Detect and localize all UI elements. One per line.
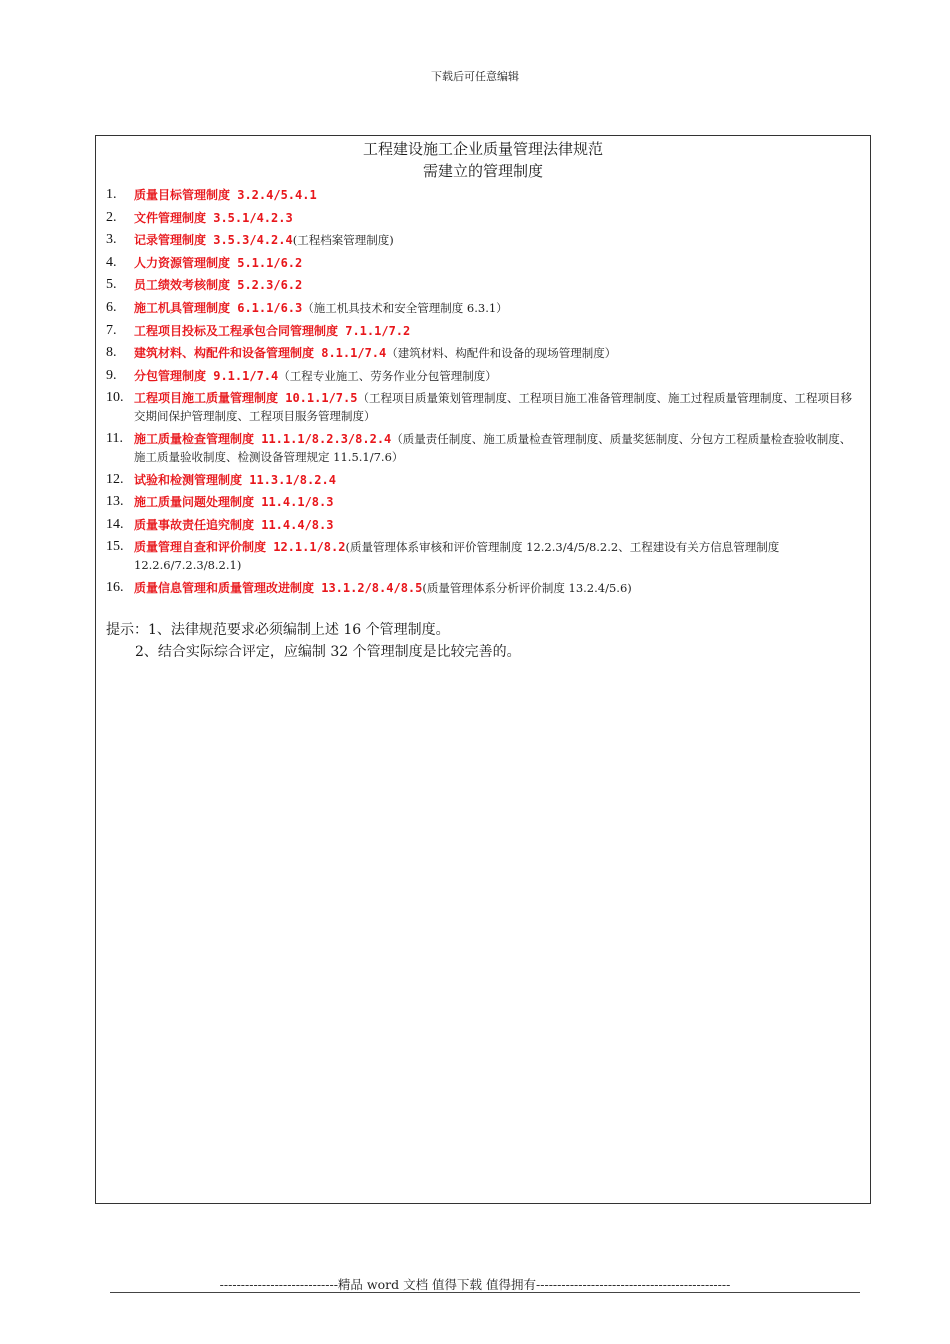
item-number: 9. <box>106 367 117 383</box>
item-title: 工程项目投标及工程承包合同管理制度 7.1.1/7.2 <box>134 323 411 338</box>
item-body <box>134 299 862 317</box>
item-body <box>134 186 862 204</box>
list-item <box>106 493 862 511</box>
list-item <box>106 322 862 340</box>
item-body <box>134 322 862 340</box>
item-number: 5. <box>106 277 117 293</box>
item-title: 人力资源管理制度 5.1.1/6.2 <box>134 255 303 270</box>
item-note: （施工机具技术和安全管理制度 6.3.1） <box>302 300 508 315</box>
header-note: 下载后可任意编辑 <box>431 70 519 83</box>
item-number: 13. <box>106 494 124 510</box>
item-note: (质量管理体系审核和评价管理制度 12.2.3/4/5/8.2.2、工程建设有关方信息管理制度 12.2.6/7.2.3/8.2.1) <box>134 540 780 573</box>
item-number: 15. <box>106 539 124 555</box>
item-body <box>134 389 862 425</box>
list-item <box>106 430 862 466</box>
item-number: 7. <box>106 322 117 338</box>
item-body <box>134 367 862 385</box>
item-title: 建筑材料、构配件和设备管理制度 8.1.1/7.4 <box>134 346 387 361</box>
list-item <box>106 276 862 294</box>
item-body <box>134 254 862 272</box>
item-body <box>134 231 862 249</box>
list-item <box>106 516 862 534</box>
item-body <box>134 471 862 489</box>
item-title: 质量信息管理和质量管理改进制度 13.1.2/8.4/8.5 <box>134 580 423 595</box>
item-title: 工程项目施工质量管理制度 10.1.1/7.5 <box>134 391 358 406</box>
item-title: 分包管理制度 9.1.1/7.4 <box>134 368 279 383</box>
list-item <box>106 186 862 204</box>
title-line-1: 工程建设施工企业质量管理法律规范 <box>362 140 603 158</box>
item-note: (质量管理体系分析评价制度 13.2.4/5.6) <box>422 580 632 595</box>
item-number: 16. <box>106 579 124 595</box>
item-body <box>134 493 862 511</box>
item-title: 质量管理自查和评价制度 12.1.1/8.2 <box>134 540 346 555</box>
item-number: 4. <box>106 254 117 270</box>
footer-text: ----------------------------精品 word 文档 值得下载 值得拥有---------------------------------------------- <box>219 1277 731 1292</box>
item-number: 14. <box>106 516 124 532</box>
tips-section <box>106 619 870 663</box>
item-title: 员工绩效考核制度 5.2.3/6.2 <box>134 278 303 293</box>
item-body <box>134 538 862 574</box>
item-body <box>134 430 862 466</box>
item-number: 11. <box>106 430 123 446</box>
tip-line-2: 2、结合实际综合评定，应编制 32 个管理制度是比较完善的。 <box>135 643 521 660</box>
item-note: （工程项目质量策划管理制度、工程项目施工准备管理制度、施工过程质量管理制度、工程项目移交期间保护管理制度、工程项目服务管理制度） <box>134 391 852 424</box>
item-body <box>134 276 862 294</box>
item-note: （质量责任制度、施工质量检查管理制度、质量奖惩制度、分包方工程质量检查验收制度、施工质量验收制度、检测设备管理规定 11.5.1/7.6） <box>134 431 852 464</box>
item-number: 8. <box>106 345 117 361</box>
list-item <box>106 231 862 249</box>
item-body <box>134 209 862 227</box>
item-title: 文件管理制度 3.5.1/4.2.3 <box>134 210 293 225</box>
list-item <box>106 254 862 272</box>
list-item <box>106 209 862 227</box>
item-title: 施工质量问题处理制度 11.4.1/8.3 <box>134 495 334 510</box>
list-item <box>106 299 862 317</box>
list-item <box>106 538 862 574</box>
list-item <box>106 344 862 362</box>
item-number: 12. <box>106 471 124 487</box>
item-title: 质量事故责任追究制度 11.4.4/8.3 <box>134 517 334 532</box>
tip-line-1: 提示：1、法律规范要求必须编制上述 16 个管理制度。 <box>106 621 450 638</box>
list-item <box>106 367 862 385</box>
item-title: 施工质量检查管理制度 11.1.1/8.2.3/8.2.4 <box>134 431 392 446</box>
item-note: （建筑材料、构配件和设备的现场管理制度） <box>386 346 617 361</box>
item-note: (工程档案管理制度) <box>292 233 394 248</box>
item-title: 记录管理制度 3.5.3/4.2.4 <box>134 233 293 248</box>
list-item <box>106 471 862 489</box>
item-body <box>134 516 862 534</box>
list-item <box>106 389 862 425</box>
item-title: 质量目标管理制度 3.2.4/5.4.1 <box>134 188 317 202</box>
item-title: 施工机具管理制度 6.1.1/6.3 <box>134 300 303 315</box>
item-note: （工程专业施工、劳务作业分包管理制度） <box>278 368 497 383</box>
item-number: 2. <box>106 209 117 225</box>
item-number: 1. <box>106 187 117 202</box>
item-body <box>134 579 862 597</box>
title-line-2: 需建立的管理制度 <box>422 162 543 180</box>
regulation-list <box>96 186 870 597</box>
item-number: 3. <box>106 232 117 248</box>
list-item <box>106 579 862 597</box>
item-number: 6. <box>106 299 117 315</box>
footer-rule <box>110 1292 860 1293</box>
item-body <box>134 344 862 362</box>
document-title <box>96 138 870 182</box>
item-title: 试验和检测管理制度 11.3.1/8.2.4 <box>134 472 336 487</box>
item-number: 10. <box>106 390 124 406</box>
content-frame <box>95 135 871 1204</box>
